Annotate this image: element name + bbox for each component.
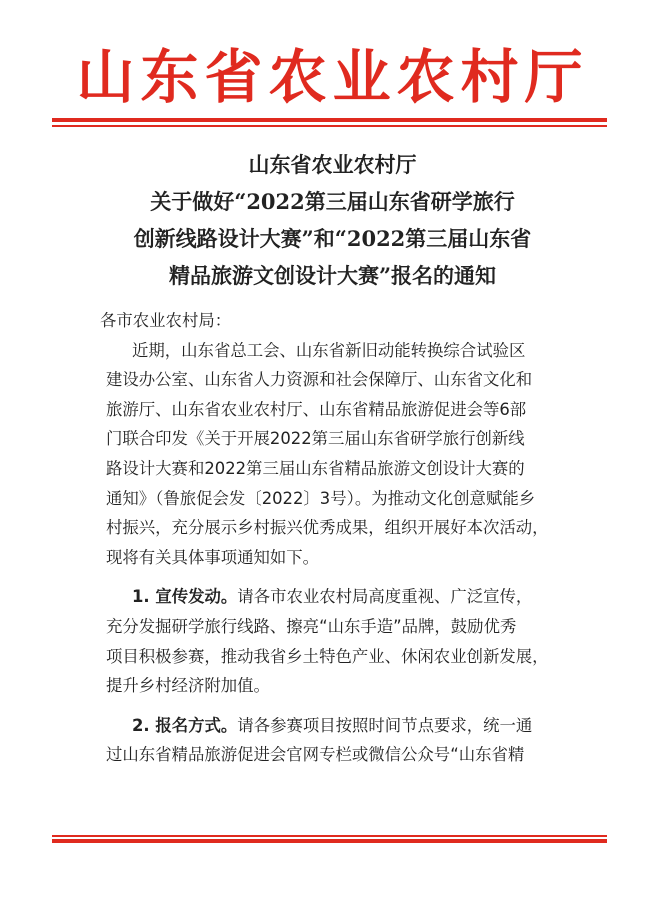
footer-rule-thin [52,835,607,837]
intro-line: 近期，山东省总工会、山东省新旧动能转换综合试验区 [132,340,526,360]
title-line-2: 创新线路设计大赛”和“2022第三届山东省 [133,226,532,251]
section-1-first-line [106,582,578,612]
section-2-first-line [106,711,578,741]
section-1-text: 请各市农业农村局高度重视、广泛宣传， [237,587,533,607]
intro-line: 门联合印发《关于开展2022第三届山东省研学旅行创新线 [106,429,525,449]
intro-paragraph [106,336,578,573]
intro-line: 旅游厅、山东省农业农村厅、山东省精品旅游促进会等6部 [106,399,527,419]
section-1-line: 项目积极参赛，推动我省乡土特色产业、休闲农业创新发展， [106,646,549,666]
masthead-title: 山东省农业农村厅 [76,43,589,111]
intro-line: 通知》（鲁旅促会发〔2022〕3号）。为推动文化创意赋能乡 [106,488,536,508]
footer-rule-thick [52,839,607,843]
masthead-rule-thin [52,125,607,127]
title-line-1: 关于做好“2022第三届山东省研学旅行 [150,189,515,214]
title-issuer: 山东省农业农村厅 [248,152,417,177]
section-1-line: 提升乡村经济附加值。 [106,676,270,696]
intro-line: 路设计大赛和2022第三届山东省精品旅游文创设计大赛的 [106,458,525,478]
intro-line: 建设办公室、山东省人力资源和社会保障厅、山东省文化和 [106,370,533,390]
notice-body [100,306,578,770]
section-2-heading: 2. 报名方式。 [132,715,238,735]
section-1-line: 充分发掘研学旅行线路、擦亮“山东手造”品牌，鼓励优秀 [106,616,517,636]
section-2-text: 请各参赛项目按照时间节点要求，统一通 [237,715,533,735]
intro-line: 现将有关具体事项通知如下。 [106,547,320,567]
section-1-heading: 1. 宣传发动。 [132,587,238,607]
section-2-paragraph [106,711,578,770]
greeting: 各市农业农村局： [100,311,232,330]
notice-title [60,146,605,294]
intro-line: 村振兴，充分展示乡村振兴优秀成果，组织开展好本次活动， [106,518,549,538]
title-line-3: 精品旅游文创设计大赛”报名的通知 [168,263,497,288]
section-2-line: 过山东省精品旅游促进会官网专栏或微信公众号“山东省精 [106,745,525,765]
masthead-rule-thick [52,118,607,122]
section-1-paragraph [106,582,578,700]
